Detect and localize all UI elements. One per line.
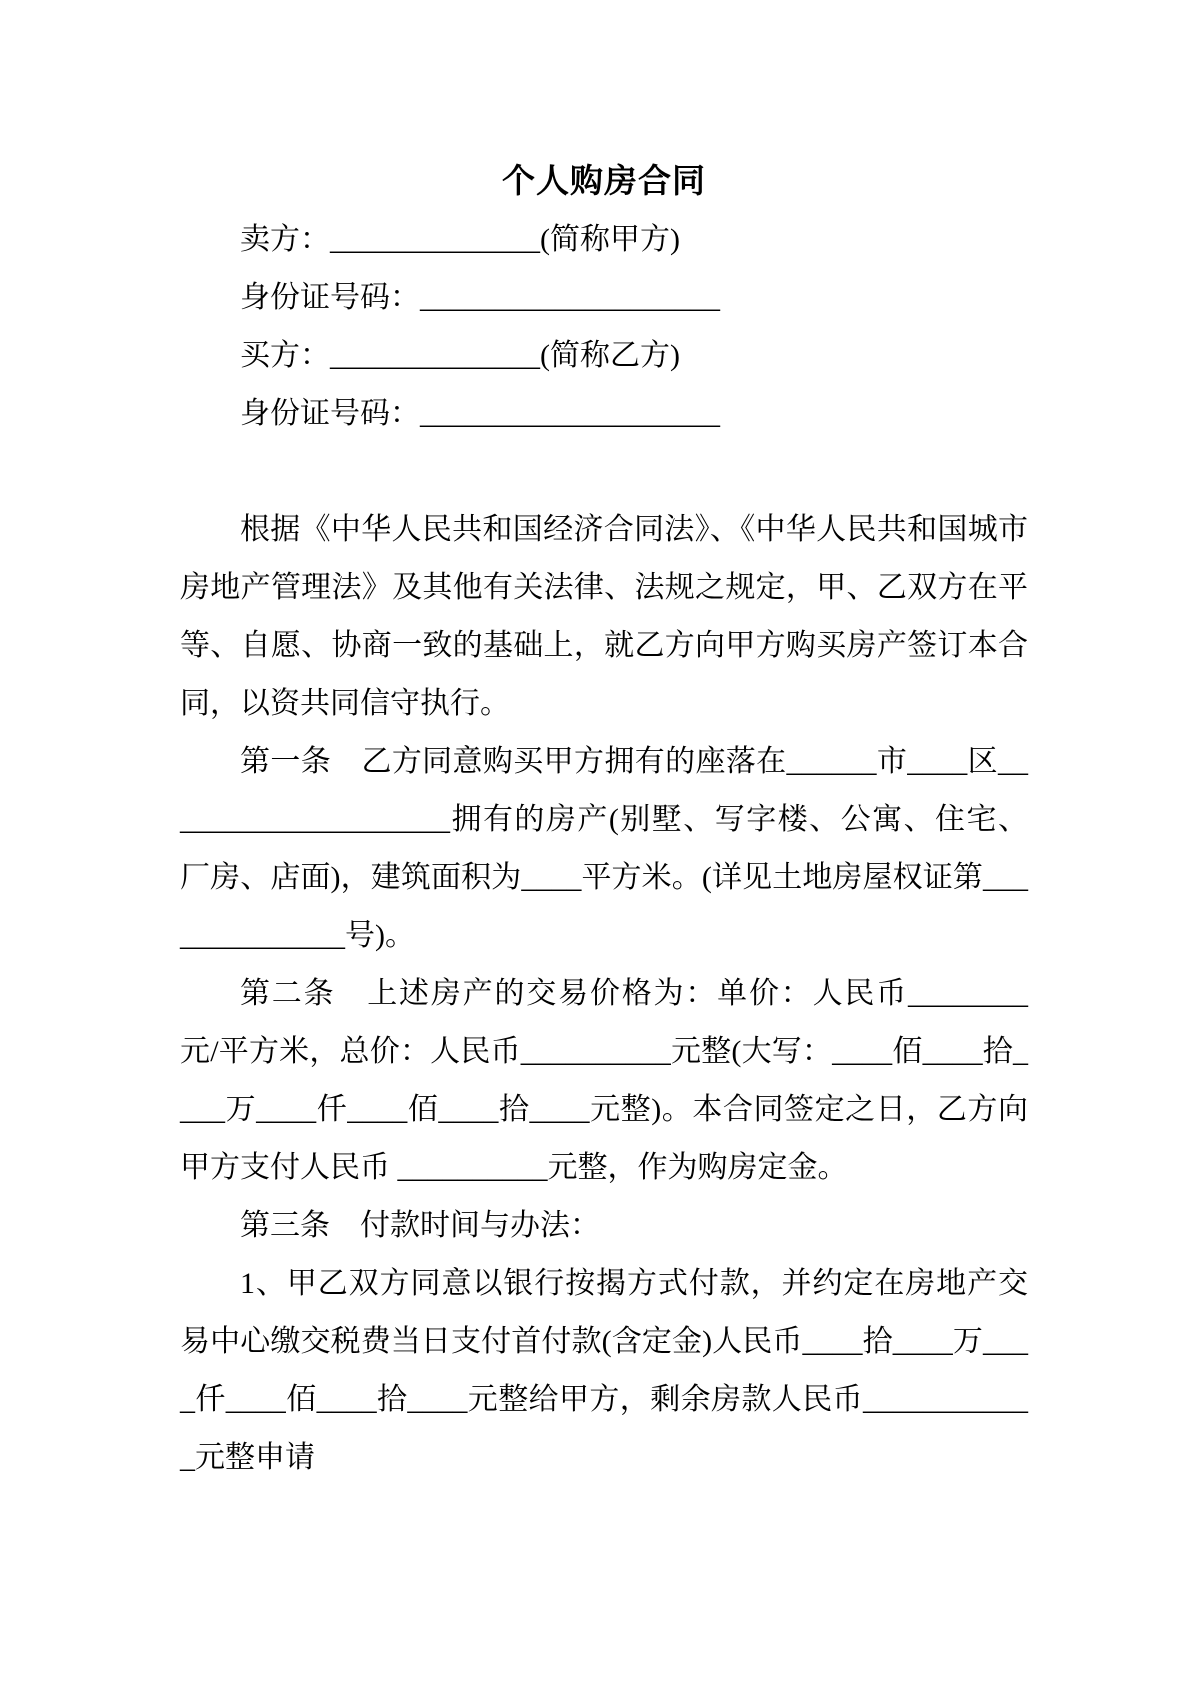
buyer-id-number-line: 身份证号码：____________________: [240, 397, 720, 430]
paragraph-article-1-property: 第一条 乙方同意购买甲方拥有的座落在______市____区____________________拥有的房产(别墅、写字楼、公寓、住宅、厂房、店面)，建筑面积为____平方米。(详见土地房屋权证第______________号)。: [180, 745, 1028, 952]
seller-id-number-line: 身份证号码：____________________: [240, 281, 720, 314]
paragraph-article-2-price: 第二条 上述房产的交易价格为：单价：人民币________元/平方米，总价：人民币__________元整(大写：____佰____拾____万____仟____佰____拾____元整)。本合同签定之日，乙方向甲方支付人民币 __________元整，作为购房定金。: [180, 977, 1028, 1184]
buyer-name-line: 买方：______________(简称乙方): [240, 339, 680, 372]
document-title: 个人购房合同: [502, 164, 706, 200]
paragraph-article-3-heading: 第三条 付款时间与办法：: [240, 1209, 600, 1242]
seller-name-line: 卖方：______________(简称甲方): [240, 223, 680, 256]
spacer-line: [180, 443, 1028, 501]
paragraph-preamble: 根据《中华人民共和国经济合同法》、《中华人民共和国城市房地产管理法》及其他有关法律、法规之规定，甲、乙双方在平等、自愿、协商一致的基础上，就乙方向甲方购买房产签订本合同，以资共同信守执行。: [180, 513, 1028, 720]
paragraph-payment-item-1: 1、甲乙双方同意以银行按揭方式付款，并约定在房地产交易中心缴交税费当日支付首付款(含定金)人民币____拾____万____仟____佰____拾____元整给甲方，剩余房款人民币____________元整申请: [180, 1267, 1028, 1474]
